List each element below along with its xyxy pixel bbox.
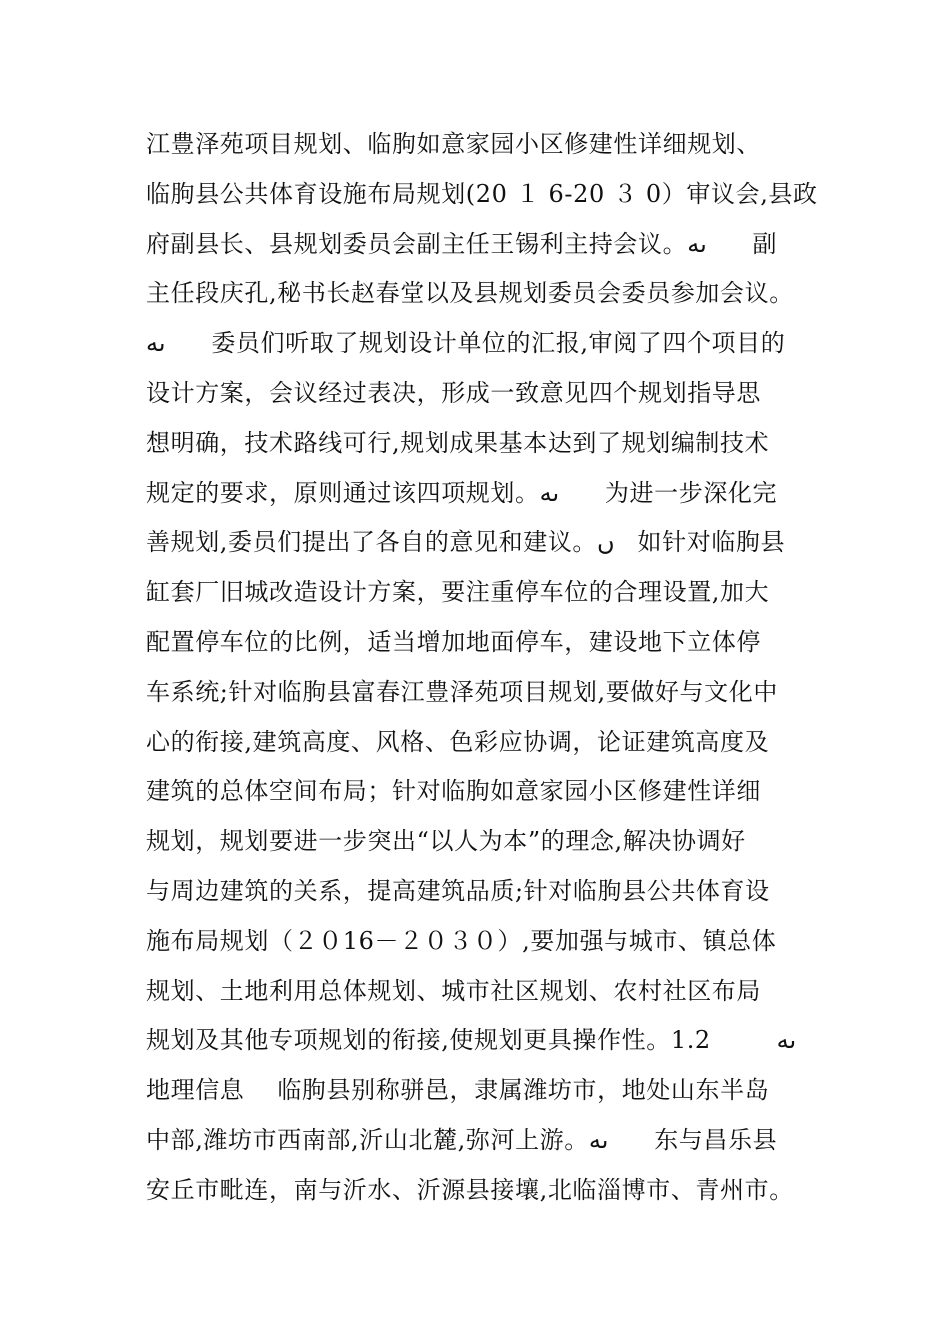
text-line: 规定的要求，原则通过该四项规划。ںه 为进一步深化完 — [146, 478, 778, 507]
text-line: 府副县长、县规划委员会副主任王锡利主持会议。ںه 副 — [146, 229, 778, 258]
text-line: 善规划,委员们提出了各自的意见和建议。ں 如针对临朐县 — [146, 528, 786, 557]
text-line: 与周边建筑的关系，提高建筑品质;针对临朐县公共体育设 — [146, 876, 770, 905]
text-line: ںه 委员们听取了规划设计单位的汇报,审阅了四个项目的 — [146, 329, 786, 358]
text-line: 规划及其他专项规划的衔接,使规划更具操作性。1.2 ںه — [146, 1026, 797, 1055]
text-line: 心的衔接,建筑高度、风格、色彩应协调，论证建筑高度及 — [146, 727, 770, 756]
text-line: 缸套厂旧城改造设计方案，要注重停车位的合理设置,加大 — [146, 578, 770, 607]
body-text — [146, 120, 826, 1216]
text-line: 配置停车位的比例，适当增加地面停车，建设地下立体停 — [146, 627, 761, 656]
text-line: 主任段庆孔,秘书长赵春堂以及县规划委员会委员参加会议。 — [146, 279, 794, 308]
text-line: 想明确，技术路线可行,规划成果基本达到了规划编制技术 — [146, 428, 770, 457]
text-line: 安丘市毗连，南与沂水、沂源县接壤,北临淄博市、青州市。 — [146, 1175, 794, 1204]
text-line: 建筑的总体空间布局；针对临朐如意家园小区修建性详细 — [146, 777, 761, 806]
text-line: 地理信息 临朐县别称骈邑，隶属潍坊市，地处山东半岛 — [146, 1076, 770, 1105]
text-line: 规划，规划要进一步突出“以人为本”的理念,解决协调好 — [146, 827, 746, 856]
text-line: 设计方案，会议经过表决，形成一致意见四个规划指导思 — [146, 378, 761, 407]
text-line: 江豊泽苑项目规划、临朐如意家园小区修建性详细规划、 — [146, 130, 761, 158]
text-line: 临朐县公共体育设施布局规划(20 １ 6-20 ３ 0）审议会,县政 — [146, 179, 818, 208]
text-line: 车系统;针对临朐县富春江豊泽苑项目规划,要做好与文化中 — [146, 677, 778, 706]
text-line: 中部,潍坊市西南部,沂山北麓,弥河上游。ںه 东与昌乐县 — [146, 1125, 778, 1154]
text-line: 施布局规划（２０16－２０３０）,要加强与城市、镇总体 — [146, 926, 777, 955]
text-line: 规划、土地利用总体规划、城市社区规划、农村社区布局 — [146, 976, 761, 1005]
